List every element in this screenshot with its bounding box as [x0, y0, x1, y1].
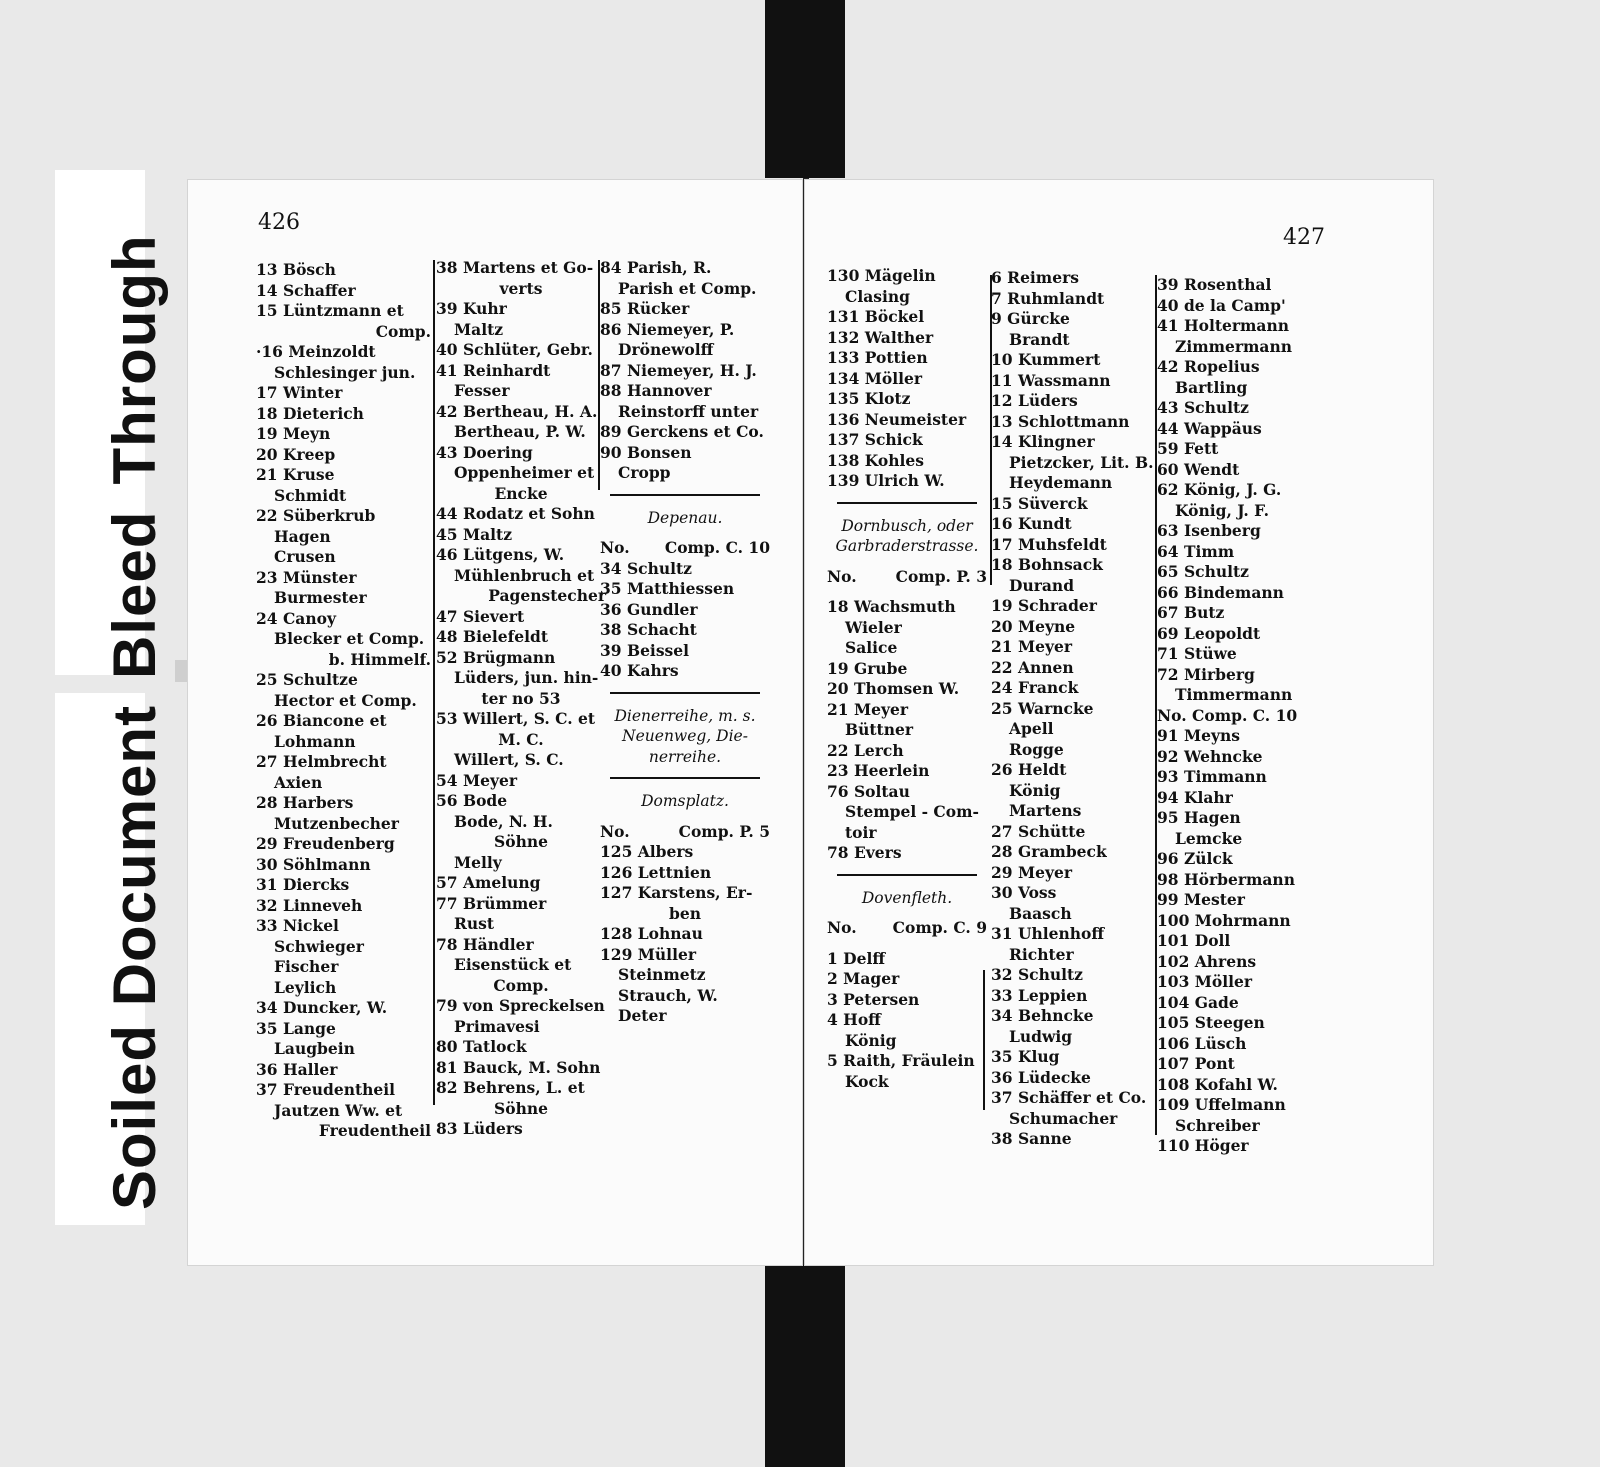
directory-entry: Timmermann: [1175, 685, 1293, 704]
directory-entry: Encke: [494, 483, 548, 503]
directory-entry: toir: [845, 822, 877, 842]
section-title-depenau: Depenau.: [647, 508, 723, 527]
directory-entry: 95 Hagen: [1157, 808, 1241, 827]
right-page: [805, 180, 1433, 1265]
domsplatz-entries: [600, 842, 770, 1027]
directory-entry: 78 Evers: [827, 843, 902, 862]
directory-entry: 91 Meyns: [1157, 726, 1240, 745]
directory-entry: 38 Schacht: [600, 620, 697, 639]
directory-entry: Schmidt: [274, 485, 347, 505]
section-rule: [837, 502, 977, 504]
directory-entry: Lohmann: [274, 731, 356, 751]
dienerreihe-line1: Dienerreihe, m. s.: [614, 706, 756, 725]
section-rule: [610, 777, 760, 779]
left-page: [188, 180, 802, 1265]
directory-entry: 14 Schaffer: [256, 280, 356, 300]
directory-entry: Steinmetz: [618, 965, 706, 984]
directory-entry: Rust: [454, 914, 495, 933]
directory-entry: 39 Beissel: [600, 640, 690, 660]
directory-entry: 134 Möller: [827, 368, 923, 388]
directory-entry: 109 Uffelmann: [1157, 1095, 1286, 1114]
directory-entry: No. Comp. C. 10: [1157, 705, 1298, 725]
directory-entry: 42 Bertheau, H. A.: [436, 401, 598, 421]
directory-entry: 24 Franck: [991, 678, 1079, 697]
directory-entry: 28 Grambeck: [991, 842, 1107, 861]
directory-entry: 100 Mohrmann: [1157, 910, 1291, 930]
directory-entry: Bartling: [1175, 377, 1248, 397]
directory-entry: 35 Lange: [256, 1018, 336, 1038]
directory-entry: 21 Meyer: [827, 699, 909, 719]
directory-entry: 60 Wendt: [1157, 459, 1240, 479]
directory-entry: Schwieger: [274, 936, 364, 956]
directory-entry: 57 Amelung: [436, 873, 541, 892]
directory-entry: König, J. F.: [1175, 500, 1270, 520]
directory-entry: 15 Süverck: [991, 493, 1088, 513]
section-rule: [837, 874, 977, 876]
directory-entry: Reinstorff unter: [618, 401, 759, 421]
directory-entry: 96 Zülck: [1157, 849, 1233, 868]
directory-entry: 22 Süberkrub: [256, 506, 376, 525]
directory-entry: 86 Niemeyer, P.: [600, 319, 735, 339]
directory-entry: Pagenstecher: [488, 586, 606, 605]
directory-entry: 22 Lerch: [827, 740, 904, 760]
directory-entry: 107 Pont: [1157, 1054, 1235, 1073]
directory-entry: 34 Duncker, W.: [256, 998, 388, 1017]
directory-entry: 11 Wassmann: [991, 370, 1111, 390]
directory-entry: Rogge: [1009, 739, 1064, 759]
directory-entry: 41 Holtermann: [1157, 316, 1290, 335]
directory-entry: 82 Behrens, L. et: [436, 1078, 585, 1097]
directory-entry: 19 Meyn: [256, 424, 331, 443]
directory-entry: 43 Doering: [436, 442, 533, 462]
directory-entry: 127 Karstens, Er-: [600, 883, 753, 902]
directory-entry: 72 Mirberg: [1157, 664, 1255, 684]
dornbusch-line1: Dornbusch, oder: [841, 516, 973, 535]
directory-entry: 16 Kundt: [991, 514, 1072, 533]
directory-entry: 44 Rodatz et Sohn: [436, 504, 595, 523]
directory-entry: 48 Bielefeldt: [436, 627, 548, 646]
right-col3: [1157, 275, 1322, 1157]
directory-entry: 22 Annen: [991, 657, 1074, 677]
directory-entry: Willert, S. C.: [454, 750, 564, 769]
directory-entry: 81 Bauck, M. Sohn: [436, 1057, 601, 1077]
directory-entry: 125 Albers: [600, 842, 694, 861]
directory-entry: Bertheau, P. W.: [454, 422, 586, 441]
directory-entry: 15 Lüntzmann et: [256, 301, 404, 320]
directory-entry: 20 Meyne: [991, 616, 1076, 636]
directory-entry: 104 Gade: [1157, 992, 1239, 1012]
section-title-domsplatz: Domsplatz.: [641, 792, 729, 810]
directory-entry: 87 Niemeyer, H. J.: [600, 360, 757, 380]
directory-entry: 6 Reimers: [991, 268, 1079, 287]
directory-entry: Hector et Comp.: [274, 690, 417, 710]
directory-entry: 26 Heldt: [991, 760, 1067, 779]
directory-entry: 40 Schlüter, Gebr.: [436, 340, 593, 359]
directory-entry: 21 Meyer: [991, 637, 1073, 656]
directory-entry: 28 Harbers: [256, 793, 354, 812]
directory-entry: 13 Schlottmann: [991, 411, 1130, 431]
directory-entry: 69 Leopoldt: [1157, 623, 1261, 643]
directory-entry: verts: [499, 278, 543, 298]
stamp-word-soiled-document: Soiled Document: [101, 704, 168, 1210]
directory-entry: 2 Mager: [827, 969, 900, 988]
directory-entry: 45 Maltz: [436, 524, 513, 544]
domsplatz-header: No. Comp. P. 5: [600, 821, 770, 841]
directory-entry: 5 Raith, Fräulein: [827, 1051, 975, 1070]
directory-entry: 54 Meyer: [436, 770, 518, 790]
directory-entry: 31 Uhlenhoff: [991, 924, 1105, 943]
directory-entry: Axien: [274, 772, 323, 792]
column-divider: [983, 970, 985, 1110]
directory-entry: 18 Wachsmuth: [827, 597, 956, 616]
directory-entry: 98 Hörbermann: [1157, 869, 1295, 889]
directory-entry: 132 Walther: [827, 327, 934, 347]
binding-top: [765, 0, 845, 178]
directory-entry: 43 Schultz: [1157, 398, 1249, 417]
directory-entry: 136 Neumeister: [827, 409, 967, 429]
directory-entry: Zimmermann: [1175, 336, 1293, 356]
directory-entry: 33 Nickel: [256, 916, 339, 935]
section-rule: [610, 494, 760, 496]
directory-entry: Drönewolff: [618, 340, 714, 359]
directory-entry: 139 Ulrich W.: [827, 471, 945, 490]
directory-entry: 21 Kruse: [256, 465, 335, 484]
directory-entry: 90 Bonsen: [600, 442, 692, 462]
directory-entry: 101 Doll: [1157, 931, 1231, 950]
dornbusch-line2: Garbraderstrasse.: [835, 537, 979, 555]
directory-entry: König: [845, 1030, 897, 1050]
directory-entry: 89 Gerckens et Co.: [600, 422, 764, 441]
left-col3: [600, 258, 770, 1027]
directory-entry: Lemcke: [1175, 828, 1243, 848]
directory-entry: Oppenheimer et: [454, 463, 595, 482]
section-rule: [610, 692, 760, 694]
directory-entry: 12 Lüders: [991, 391, 1078, 410]
directory-entry: 138 Kohles: [827, 450, 924, 470]
directory-entry: 38 Martens et Go-: [436, 258, 594, 277]
directory-entry: 83 Lüders: [436, 1119, 523, 1138]
directory-entry: Mutzenbecher: [274, 813, 399, 833]
directory-entry: Wieler: [845, 617, 902, 637]
directory-entry: 32 Schultz: [991, 965, 1083, 984]
directory-entry: 126 Lettnien: [600, 862, 712, 882]
directory-entry: 18 Dieterich: [256, 403, 364, 423]
directory-entry: 37 Schäffer et Co.: [991, 1088, 1147, 1107]
directory-entry: 108 Kofahl W.: [1157, 1074, 1278, 1094]
directory-entry: 84 Parish, R.: [600, 258, 712, 277]
directory-entry: Söhne: [494, 1098, 548, 1118]
directory-entry: Brandt: [1009, 329, 1070, 349]
directory-entry: 59 Fett: [1157, 439, 1219, 458]
dienerreihe-line2: Neuenweg, Die-: [622, 727, 748, 745]
directory-entry: Maltz: [454, 319, 504, 339]
directory-entry: 99 Mester: [1157, 890, 1245, 909]
directory-entry: 41 Reinhardt: [436, 360, 551, 380]
directory-entry: M. C.: [498, 729, 544, 749]
directory-entry: 80 Tatlock: [436, 1037, 527, 1056]
stamp-word-bleed: Bleed: [101, 510, 168, 679]
directory-entry: 23 Münster: [256, 567, 357, 587]
directory-entry: 34 Schultz: [600, 558, 692, 578]
directory-entry: 56 Bode: [436, 791, 508, 810]
directory-entry: Richter: [1009, 944, 1074, 964]
directory-entry: 130 Mägelin: [827, 266, 936, 285]
directory-entry: 39 Kuhr: [436, 299, 507, 318]
directory-entry: Söhne: [494, 832, 548, 851]
directory-entry: 1 Delff: [827, 948, 886, 968]
directory-entry: 137 Schick: [827, 430, 923, 449]
directory-entry: 38 Sanne: [991, 1129, 1072, 1148]
directory-entry: 33 Leppien: [991, 985, 1088, 1005]
directory-entry: 35 Klug: [991, 1047, 1060, 1066]
directory-entry: 34 Behncke: [991, 1006, 1094, 1025]
directory-entry: 67 Butz: [1157, 603, 1225, 622]
directory-entry: 4 Hoff: [827, 1010, 881, 1029]
directory-entry: 93 Timmann: [1157, 767, 1267, 786]
dornbusch-entries: [827, 597, 987, 864]
directory-entry: 31 Diercks: [256, 875, 350, 894]
column-divider: [433, 260, 435, 1105]
directory-entry: Eisenstück et: [454, 955, 572, 974]
directory-entry: 128 Lohnau: [600, 924, 703, 943]
page-tab: [175, 660, 189, 682]
directory-entry: 29 Meyer: [991, 862, 1073, 882]
directory-entry: Melly: [454, 852, 502, 872]
directory-entry: Parish et Comp.: [618, 278, 757, 298]
directory-entry: 13 Bösch: [256, 260, 336, 279]
directory-entry: 88 Hannover: [600, 381, 712, 400]
directory-entry: 20 Kreep: [256, 444, 336, 464]
directory-entry: 77 Brümmer: [436, 893, 547, 913]
depenau-header: No. Comp. C. 10: [600, 538, 770, 557]
directory-entry: Comp.: [375, 321, 431, 341]
directory-entry: Strauch, W.: [618, 985, 718, 1005]
depenau-entries: [600, 559, 770, 682]
dienerreihe-line3: nerreihe.: [648, 747, 722, 766]
directory-entry: 135 Klotz: [827, 389, 911, 408]
directory-entry: Comp.: [493, 975, 549, 995]
directory-entry: 25 Warncke: [991, 698, 1094, 718]
directory-entry: Martens: [1009, 801, 1082, 820]
right-col2: [991, 268, 1156, 1150]
directory-entry: 110 Höger: [1157, 1136, 1249, 1155]
directory-entry: Blecker et Comp.: [274, 629, 425, 648]
directory-entry: 30 Voss: [991, 883, 1057, 902]
col1-entries: [827, 266, 987, 492]
directory-entry: König: [1009, 780, 1061, 800]
directory-entry: 66 Bindemann: [1157, 582, 1284, 602]
directory-entry: 25 Schultze: [256, 670, 358, 689]
directory-entry: 62 König, J. G.: [1157, 480, 1282, 499]
directory-entry: Mühlenbruch et: [454, 565, 595, 585]
directory-entry: b. Himmelf.: [328, 649, 431, 669]
directory-entry: Leylich: [274, 977, 337, 997]
directory-entry: 64 Timm: [1157, 541, 1235, 561]
directory-entry: 27 Schütte: [991, 821, 1086, 841]
directory-entry: Bode, N. H.: [454, 811, 553, 831]
directory-entry: 17 Muhsfeldt: [991, 534, 1107, 554]
directory-entry: 36 Lüdecke: [991, 1067, 1091, 1087]
directory-entry: Lüders, jun. hin-: [454, 668, 599, 687]
directory-entry: 40 Kahrs: [600, 661, 679, 680]
soiled-document-stamp: [100, 234, 169, 1210]
directory-entry: 102 Ahrens: [1157, 951, 1257, 971]
dovenfleth-header: No. Comp. C. 9: [827, 918, 987, 937]
directory-entry: 37 Freudentheil: [256, 1080, 396, 1099]
directory-entry: Schlesinger jun.: [274, 362, 416, 382]
directory-entry: 76 Soltau: [827, 781, 910, 801]
directory-entry: ben: [669, 903, 701, 923]
directory-entry: 44 Wappäus: [1157, 418, 1262, 438]
left-col1: [256, 260, 431, 1142]
directory-entry: Fesser: [454, 381, 510, 400]
right-col1: [827, 266, 987, 1092]
directory-entry: 24 Canoy: [256, 608, 336, 628]
directory-entry: Kock: [845, 1071, 889, 1091]
directory-entry: 29 Freudenberg: [256, 834, 395, 853]
directory-entry: 71 Stüwe: [1157, 644, 1237, 663]
directory-entry: 131 Böckel: [827, 307, 925, 326]
directory-entry: 18 Bohnsack: [991, 555, 1103, 574]
directory-entry: Hagen: [274, 526, 331, 546]
directory-entry: Ludwig: [1009, 1026, 1073, 1046]
directory-entry: 3 Petersen: [827, 989, 920, 1009]
directory-entry: Apell: [1009, 719, 1054, 738]
directory-entry: Jautzen Ww. et: [274, 1100, 403, 1120]
directory-entry: 92 Wehncke: [1157, 746, 1263, 766]
directory-entry: 36 Haller: [256, 1059, 338, 1079]
directory-entry: 39 Rosenthal: [1157, 275, 1272, 294]
directory-entry: 133 Pottien: [827, 348, 928, 367]
page-number: 427: [1283, 225, 1325, 250]
directory-entry: 32 Linneveh: [256, 895, 363, 915]
directory-entry: 63 Isenberg: [1157, 521, 1261, 540]
directory-entry: 30 Söhlmann: [256, 854, 371, 874]
left-col2: [436, 258, 606, 1140]
directory-entry: 106 Lüsch: [1157, 1033, 1247, 1053]
directory-entry: 14 Klingner: [991, 432, 1095, 451]
directory-entry: Crusen: [274, 547, 336, 566]
directory-entry: 85 Rücker: [600, 299, 690, 318]
directory-entry: Clasing: [845, 286, 910, 306]
dovenfleth-entries: [827, 949, 987, 1093]
directory-entry: 23 Heerlein: [827, 761, 930, 780]
directory-entry: 52 Brügmann: [436, 647, 556, 667]
directory-entry: 105 Steegen: [1157, 1013, 1265, 1032]
directory-entry: 36 Gundler: [600, 599, 698, 619]
directory-entry: ter no 53: [481, 688, 561, 708]
dornbusch-header: No. Comp. P. 3: [827, 566, 987, 586]
directory-entry: 46 Lütgens, W.: [436, 545, 565, 564]
directory-entry: Büttner: [845, 720, 913, 739]
directory-entry: Cropp: [618, 463, 671, 482]
directory-entry: 17 Winter: [256, 383, 343, 402]
directory-entry: 19 Grube: [827, 658, 908, 678]
directory-entry: 10 Kummert: [991, 350, 1101, 369]
directory-entry: Stempel - Com-: [845, 802, 979, 821]
directory-entry: Pietzcker, Lit. B.: [1009, 452, 1154, 472]
binding-bottom: [765, 1265, 845, 1467]
directory-entry: 103 Möller: [1157, 972, 1253, 991]
directory-entry: 129 Müller: [600, 944, 696, 964]
stamp-word-through: Through: [101, 234, 168, 485]
directory-entry: 20 Thomsen W.: [827, 679, 960, 698]
directory-entry: 42 Ropelius: [1157, 357, 1260, 376]
section-title-dovenfleth: Dovenfleth.: [861, 888, 953, 907]
directory-entry: 35 Matthiessen: [600, 579, 735, 598]
directory-entry: ·16 Meinzoldt: [256, 342, 376, 361]
directory-entry: Deter: [618, 1006, 667, 1025]
directory-entry: Schumacher: [1009, 1108, 1118, 1128]
directory-entry: Burmester: [274, 588, 367, 607]
directory-entry: 78 Händler: [436, 934, 534, 954]
directory-entry: Durand: [1009, 575, 1075, 595]
directory-entry: Laugbein: [274, 1039, 355, 1058]
directory-entry: 94 Klahr: [1157, 787, 1233, 807]
directory-entry: 26 Biancone et: [256, 711, 387, 730]
page-number: 426: [258, 210, 300, 235]
directory-entry: 79 von Spreckelsen: [436, 996, 605, 1015]
directory-entry: Freudentheil: [318, 1121, 431, 1140]
directory-entry: Baasch: [1009, 903, 1072, 923]
directory-entry: 40 de la Camp': [1157, 295, 1286, 315]
directory-entry: Heydemann: [1009, 473, 1113, 492]
col3-entries: [600, 258, 770, 484]
directory-entry: 9 Gürcke: [991, 309, 1070, 328]
directory-entry: Salice: [845, 638, 898, 657]
directory-entry: 7 Ruhmlandt: [991, 288, 1105, 308]
directory-entry: 27 Helmbrecht: [256, 752, 387, 771]
directory-entry: Fischer: [274, 957, 339, 976]
directory-entry: 19 Schrader: [991, 596, 1097, 615]
directory-entry: Schreiber: [1175, 1115, 1260, 1135]
directory-entry: 65 Schultz: [1157, 562, 1249, 581]
directory-entry: 53 Willert, S. C. et: [436, 709, 596, 728]
directory-entry: Primavesi: [454, 1016, 540, 1036]
directory-entry: 47 Sievert: [436, 606, 525, 626]
